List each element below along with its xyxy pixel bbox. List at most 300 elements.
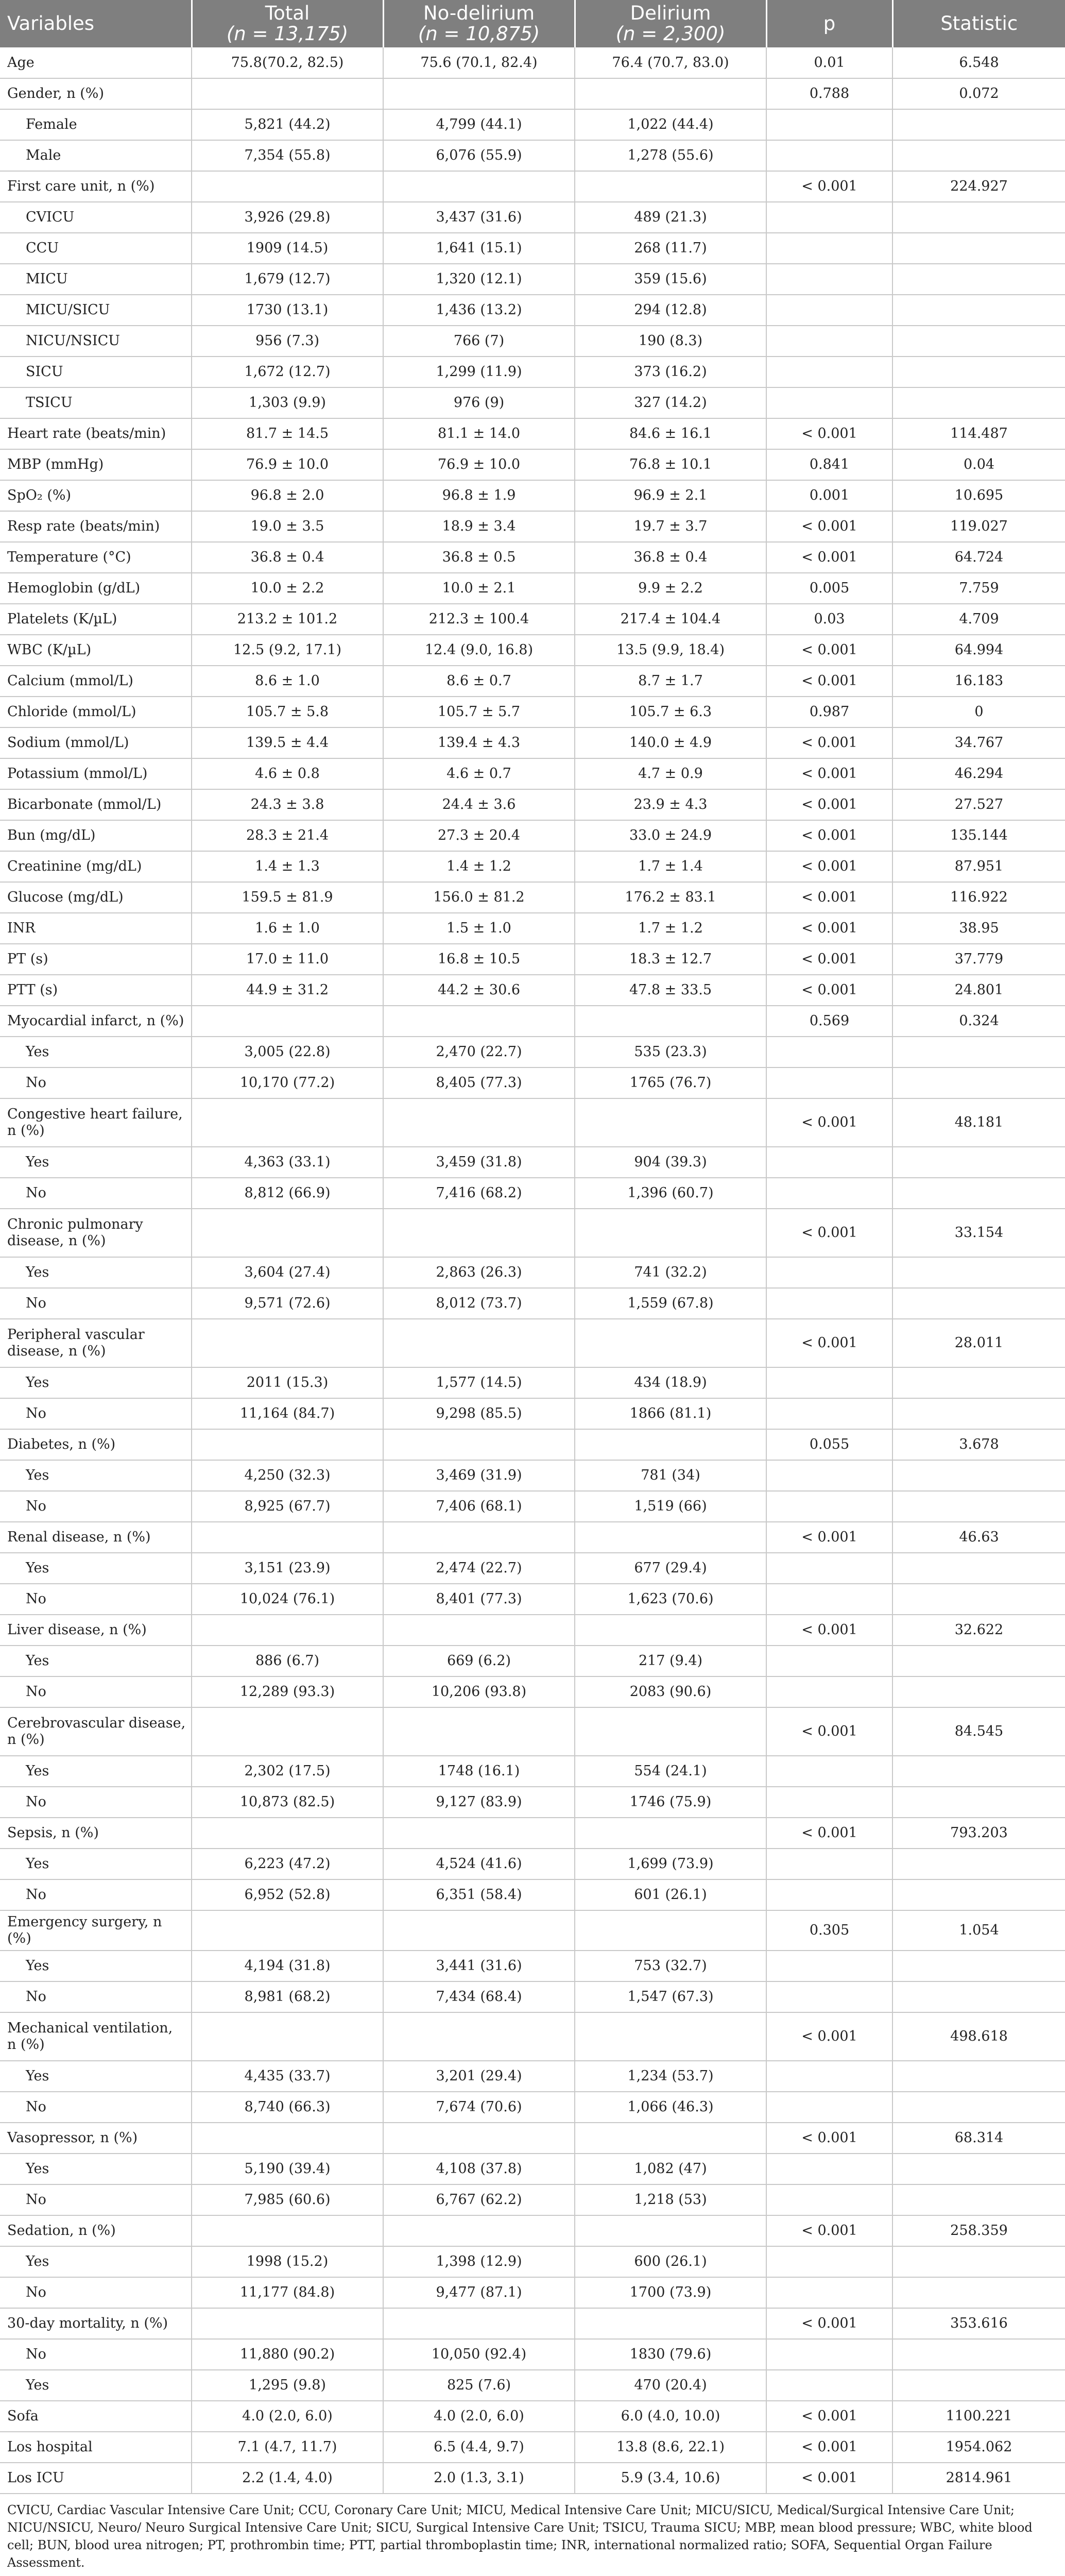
variable-cell: No	[0, 2184, 192, 2215]
delirium-cell	[575, 1707, 766, 1756]
no-delirium-cell	[383, 1707, 575, 1756]
no-delirium-cell	[383, 2215, 575, 2246]
no-delirium-cell: 24.4 ± 3.6	[383, 789, 575, 820]
delirium-cell	[575, 1615, 766, 1646]
variable-cell: CCU	[0, 233, 192, 264]
no-delirium-cell: 44.2 ± 30.6	[383, 975, 575, 1006]
delirium-cell	[575, 1006, 766, 1037]
table-row	[0, 1818, 1065, 1849]
table-row	[0, 1147, 1065, 1178]
no-delirium-cell	[383, 1098, 575, 1147]
variable-cell: PTT (s)	[0, 975, 192, 1006]
total-cell	[192, 1818, 383, 1849]
statistic-cell: 27.527	[892, 789, 1065, 820]
delirium-cell: 76.8 ± 10.1	[575, 449, 766, 480]
no-delirium-cell: 9,477 (87.1)	[383, 2277, 575, 2308]
no-delirium-cell: 3,437 (31.6)	[383, 202, 575, 233]
total-cell: 2,302 (17.5)	[192, 1756, 383, 1787]
no-delirium-cell	[383, 1429, 575, 1460]
delirium-cell: 19.7 ± 3.7	[575, 511, 766, 542]
statistic-cell: 258.359	[892, 2215, 1065, 2246]
no-delirium-cell: 7,434 (68.4)	[383, 1981, 575, 2012]
no-delirium-cell: 1,320 (12.1)	[383, 264, 575, 295]
total-cell: 4,363 (33.1)	[192, 1147, 383, 1178]
table-row	[0, 1288, 1065, 1319]
variable-cell: MICU	[0, 264, 192, 295]
statistic-cell	[892, 1553, 1065, 1584]
total-cell: 139.5 ± 4.4	[192, 727, 383, 758]
statistic-cell	[892, 295, 1065, 326]
header-no-delirium-label: No-delirium	[423, 2, 535, 24]
table-row	[0, 2401, 1065, 2432]
no-delirium-cell	[383, 1209, 575, 1257]
delirium-cell: 6.0 (4.0, 10.0)	[575, 2401, 766, 2432]
variable-cell: No	[0, 1584, 192, 1615]
table-row	[0, 789, 1065, 820]
variable-cell: Yes	[0, 1037, 192, 1067]
p-value-cell	[766, 1849, 892, 1879]
table-row	[0, 295, 1065, 326]
p-value-cell	[766, 2154, 892, 2184]
table-row	[0, 2277, 1065, 2308]
delirium-cell: 268 (11.7)	[575, 233, 766, 264]
variable-cell: Diabetes, n (%)	[0, 1429, 192, 1460]
no-delirium-cell	[383, 1615, 575, 1646]
table-row	[0, 944, 1065, 975]
statistic-cell: 793.203	[892, 1818, 1065, 1849]
variable-cell: Male	[0, 140, 192, 171]
p-value-cell	[766, 1037, 892, 1067]
statistic-cell: 4.709	[892, 604, 1065, 635]
p-value-cell	[766, 264, 892, 295]
total-cell: 96.8 ± 2.0	[192, 480, 383, 511]
total-cell	[192, 1098, 383, 1147]
statistic-cell: 46.63	[892, 1522, 1065, 1553]
total-cell: 1,295 (9.8)	[192, 2370, 383, 2401]
table-row	[0, 1178, 1065, 1209]
variable-cell: MBP (mmHg)	[0, 449, 192, 480]
no-delirium-cell: 3,459 (31.8)	[383, 1147, 575, 1178]
variable-cell: No	[0, 1981, 192, 2012]
p-value-cell: < 0.001	[766, 511, 892, 542]
variable-cell: Glucose (mg/dL)	[0, 882, 192, 913]
table-row	[0, 604, 1065, 635]
delirium-cell: 5.9 (3.4, 10.6)	[575, 2463, 766, 2494]
total-cell	[192, 78, 383, 109]
table-row	[0, 666, 1065, 697]
p-value-cell: < 0.001	[766, 2012, 892, 2061]
table-row	[0, 2432, 1065, 2463]
no-delirium-cell: 6,076 (55.9)	[383, 140, 575, 171]
statistic-cell	[892, 1460, 1065, 1491]
variable-cell: SICU	[0, 357, 192, 387]
no-delirium-cell	[383, 1006, 575, 1037]
p-value-cell: < 0.001	[766, 171, 892, 202]
statistic-cell	[892, 2370, 1065, 2401]
statistic-cell	[892, 1584, 1065, 1615]
total-cell	[192, 2123, 383, 2154]
table-row	[0, 2154, 1065, 2184]
statistic-cell: 119.027	[892, 511, 1065, 542]
variable-cell: Yes	[0, 1849, 192, 1879]
delirium-cell: 36.8 ± 0.4	[575, 542, 766, 573]
no-delirium-cell: 1.4 ± 1.2	[383, 851, 575, 882]
p-value-cell: 0.055	[766, 1429, 892, 1460]
p-value-cell: < 0.001	[766, 944, 892, 975]
table-row	[0, 1398, 1065, 1429]
variable-cell: Yes	[0, 1460, 192, 1491]
table-row	[0, 1491, 1065, 1522]
total-cell: 44.9 ± 31.2	[192, 975, 383, 1006]
delirium-cell: 781 (34)	[575, 1460, 766, 1491]
total-cell: 19.0 ± 3.5	[192, 511, 383, 542]
p-value-cell	[766, 233, 892, 264]
statistic-cell	[892, 233, 1065, 264]
total-cell: 10,024 (76.1)	[192, 1584, 383, 1615]
no-delirium-cell: 75.6 (70.1, 82.4)	[383, 47, 575, 78]
no-delirium-cell: 10.0 ± 2.1	[383, 573, 575, 604]
statistic-cell: 38.95	[892, 913, 1065, 944]
table-row	[0, 2184, 1065, 2215]
no-delirium-cell	[383, 1910, 575, 1951]
p-value-cell	[766, 109, 892, 140]
no-delirium-cell: 81.1 ± 14.0	[383, 418, 575, 449]
variable-cell: Yes	[0, 1553, 192, 1584]
p-value-cell	[766, 1398, 892, 1429]
statistic-cell: 498.618	[892, 2012, 1065, 2061]
statistic-cell: 1.054	[892, 1910, 1065, 1951]
table-row	[0, 1553, 1065, 1584]
p-value-cell	[766, 2246, 892, 2277]
table-row	[0, 851, 1065, 882]
no-delirium-cell: 96.8 ± 1.9	[383, 480, 575, 511]
delirium-cell: 373 (16.2)	[575, 357, 766, 387]
p-value-cell: 0.788	[766, 78, 892, 109]
variable-cell: Yes	[0, 1257, 192, 1288]
p-value-cell: < 0.001	[766, 851, 892, 882]
no-delirium-cell: 7,674 (70.6)	[383, 2092, 575, 2123]
variable-cell: Bun (mg/dL)	[0, 820, 192, 851]
variable-cell: No	[0, 1787, 192, 1818]
no-delirium-cell: 10,206 (93.8)	[383, 1676, 575, 1707]
p-value-cell	[766, 1676, 892, 1707]
header-statistic: Statistic	[892, 0, 1065, 47]
statistic-cell: 0.04	[892, 449, 1065, 480]
statistic-cell	[892, 1147, 1065, 1178]
delirium-cell	[575, 2308, 766, 2339]
variable-cell: No	[0, 1178, 192, 1209]
no-delirium-cell: 10,050 (92.4)	[383, 2339, 575, 2370]
total-cell: 105.7 ± 5.8	[192, 697, 383, 727]
total-cell: 5,190 (39.4)	[192, 2154, 383, 2184]
p-value-cell	[766, 2092, 892, 2123]
total-cell: 1909 (14.5)	[192, 233, 383, 264]
table-row	[0, 480, 1065, 511]
statistic-cell: 24.801	[892, 975, 1065, 1006]
variable-cell: Emergency surgery, n (%)	[0, 1910, 192, 1951]
delirium-cell	[575, 2012, 766, 2061]
statistic-cell: 0.324	[892, 1006, 1065, 1037]
variable-cell: Age	[0, 47, 192, 78]
variable-cell: Yes	[0, 1646, 192, 1676]
p-value-cell: < 0.001	[766, 2308, 892, 2339]
total-cell: 17.0 ± 11.0	[192, 944, 383, 975]
delirium-cell: 601 (26.1)	[575, 1879, 766, 1910]
no-delirium-cell: 1,299 (11.9)	[383, 357, 575, 387]
statistic-cell	[892, 1849, 1065, 1879]
variable-cell: MICU/SICU	[0, 295, 192, 326]
delirium-cell: 1,519 (66)	[575, 1491, 766, 1522]
variable-cell: No	[0, 2339, 192, 2370]
statistic-cell: 37.779	[892, 944, 1065, 975]
p-value-cell	[766, 1257, 892, 1288]
statistic-cell: 16.183	[892, 666, 1065, 697]
header-total-n: (n = 13,175)	[226, 23, 349, 45]
table-row	[0, 2463, 1065, 2494]
p-value-cell: < 0.001	[766, 418, 892, 449]
statistic-cell: 33.154	[892, 1209, 1065, 1257]
p-value-cell: < 0.001	[766, 1098, 892, 1147]
statistic-cell	[892, 264, 1065, 295]
no-delirium-cell: 9,298 (85.5)	[383, 1398, 575, 1429]
variable-cell: Resp rate (beats/min)	[0, 511, 192, 542]
p-value-cell: < 0.001	[766, 542, 892, 573]
delirium-cell: 359 (15.6)	[575, 264, 766, 295]
no-delirium-cell: 3,201 (29.4)	[383, 2061, 575, 2092]
delirium-cell: 1,278 (55.6)	[575, 140, 766, 171]
no-delirium-cell: 105.7 ± 5.7	[383, 697, 575, 727]
total-cell: 9,571 (72.6)	[192, 1288, 383, 1319]
variable-cell: INR	[0, 913, 192, 944]
statistic-cell	[892, 1491, 1065, 1522]
p-value-cell: < 0.001	[766, 975, 892, 1006]
no-delirium-cell	[383, 171, 575, 202]
no-delirium-cell: 6.5 (4.4, 9.7)	[383, 2432, 575, 2463]
table-row	[0, 2308, 1065, 2339]
statistic-cell	[892, 357, 1065, 387]
total-cell: 7.1 (4.7, 11.7)	[192, 2432, 383, 2463]
no-delirium-cell: 4.6 ± 0.7	[383, 758, 575, 789]
delirium-cell: 1866 (81.1)	[575, 1398, 766, 1429]
table-row	[0, 511, 1065, 542]
total-cell: 10,873 (82.5)	[192, 1787, 383, 1818]
delirium-cell: 105.7 ± 6.3	[575, 697, 766, 727]
delirium-cell: 489 (21.3)	[575, 202, 766, 233]
delirium-cell: 1746 (75.9)	[575, 1787, 766, 1818]
table-row	[0, 233, 1065, 264]
delirium-cell	[575, 2123, 766, 2154]
table-row	[0, 635, 1065, 666]
variable-cell: Bicarbonate (mmol/L)	[0, 789, 192, 820]
statistic-cell: 2814.961	[892, 2463, 1065, 2494]
variable-cell: Liver disease, n (%)	[0, 1615, 192, 1646]
table-row	[0, 264, 1065, 295]
table-row	[0, 1006, 1065, 1037]
variable-cell: Yes	[0, 1147, 192, 1178]
p-value-cell	[766, 326, 892, 357]
statistic-cell	[892, 1787, 1065, 1818]
statistic-cell: 0.072	[892, 78, 1065, 109]
table-row	[0, 140, 1065, 171]
variable-cell: SpO₂ (%)	[0, 480, 192, 511]
no-delirium-cell: 3,469 (31.9)	[383, 1460, 575, 1491]
delirium-cell: 1,082 (47)	[575, 2154, 766, 2184]
delirium-cell: 84.6 ± 16.1	[575, 418, 766, 449]
total-cell: 81.7 ± 14.5	[192, 418, 383, 449]
variable-cell: PT (s)	[0, 944, 192, 975]
variable-cell: Los ICU	[0, 2463, 192, 2494]
delirium-cell: 1700 (73.9)	[575, 2277, 766, 2308]
p-value-cell	[766, 387, 892, 418]
variable-cell: NICU/NSICU	[0, 326, 192, 357]
total-cell	[192, 1209, 383, 1257]
no-delirium-cell: 4,799 (44.1)	[383, 109, 575, 140]
table-row	[0, 2012, 1065, 2061]
delirium-cell	[575, 1910, 766, 1951]
table-row	[0, 387, 1065, 418]
statistic-cell: 10.695	[892, 480, 1065, 511]
total-cell: 886 (6.7)	[192, 1646, 383, 1676]
no-delirium-cell	[383, 78, 575, 109]
p-value-cell: 0.987	[766, 697, 892, 727]
p-value-cell: < 0.001	[766, 1209, 892, 1257]
total-cell: 8.6 ± 1.0	[192, 666, 383, 697]
no-delirium-cell: 1,641 (15.1)	[383, 233, 575, 264]
no-delirium-cell: 12.4 (9.0, 16.8)	[383, 635, 575, 666]
delirium-cell: 753 (32.7)	[575, 1951, 766, 1981]
total-cell: 1730 (13.1)	[192, 295, 383, 326]
table-row	[0, 882, 1065, 913]
total-cell	[192, 1910, 383, 1951]
statistic-cell: 6.548	[892, 47, 1065, 78]
header-no-delirium	[383, 0, 575, 47]
total-cell: 4,250 (32.3)	[192, 1460, 383, 1491]
table-row	[0, 2370, 1065, 2401]
header-delirium-n: (n = 2,300)	[615, 23, 726, 45]
delirium-cell: 47.8 ± 33.5	[575, 975, 766, 1006]
statistic-cell	[892, 1981, 1065, 2012]
delirium-cell: 1830 (79.6)	[575, 2339, 766, 2370]
delirium-cell: 1,218 (53)	[575, 2184, 766, 2215]
total-cell: 36.8 ± 0.4	[192, 542, 383, 573]
table-body	[0, 47, 1065, 2494]
p-value-cell: < 0.001	[766, 2432, 892, 2463]
no-delirium-cell: 6,351 (58.4)	[383, 1879, 575, 1910]
p-value-cell	[766, 357, 892, 387]
statistic-cell	[892, 2339, 1065, 2370]
p-value-cell: < 0.001	[766, 2401, 892, 2432]
p-value-cell	[766, 1067, 892, 1098]
variable-cell: No	[0, 1067, 192, 1098]
table-row	[0, 913, 1065, 944]
total-cell: 8,812 (66.9)	[192, 1178, 383, 1209]
total-cell: 8,925 (67.7)	[192, 1491, 383, 1522]
statistic-cell: 34.767	[892, 727, 1065, 758]
total-cell: 4.0 (2.0, 6.0)	[192, 2401, 383, 2432]
table-row	[0, 1037, 1065, 1067]
delirium-cell: 1,234 (53.7)	[575, 2061, 766, 2092]
total-cell: 3,151 (23.9)	[192, 1553, 383, 1584]
no-delirium-cell: 1,436 (13.2)	[383, 295, 575, 326]
variable-cell: Sepsis, n (%)	[0, 1818, 192, 1849]
total-cell: 2011 (15.3)	[192, 1367, 383, 1398]
variable-cell: Platelets (K/µL)	[0, 604, 192, 635]
p-value-cell: < 0.001	[766, 758, 892, 789]
no-delirium-cell: 1,398 (12.9)	[383, 2246, 575, 2277]
total-cell: 5,821 (44.2)	[192, 109, 383, 140]
total-cell: 1.4 ± 1.3	[192, 851, 383, 882]
p-value-cell: 0.569	[766, 1006, 892, 1037]
p-value-cell	[766, 140, 892, 171]
delirium-cell: 1,547 (67.3)	[575, 1981, 766, 2012]
delirium-cell: 1765 (76.7)	[575, 1067, 766, 1098]
delirium-cell: 327 (14.2)	[575, 387, 766, 418]
table-row	[0, 1584, 1065, 1615]
delirium-cell: 1,396 (60.7)	[575, 1178, 766, 1209]
table-row	[0, 202, 1065, 233]
no-delirium-cell: 212.3 ± 100.4	[383, 604, 575, 635]
table-row	[0, 2092, 1065, 2123]
variable-cell: No	[0, 1288, 192, 1319]
header-total-label: Total	[265, 2, 310, 24]
total-cell: 4,435 (33.7)	[192, 2061, 383, 2092]
variable-cell: Hemoglobin (g/dL)	[0, 573, 192, 604]
statistic-cell	[892, 387, 1065, 418]
p-value-cell: 0.01	[766, 47, 892, 78]
delirium-cell: 470 (20.4)	[575, 2370, 766, 2401]
delirium-cell	[575, 1319, 766, 1367]
table-row	[0, 1756, 1065, 1787]
table-row	[0, 2215, 1065, 2246]
variable-cell: Chronic pulmonary disease, n (%)	[0, 1209, 192, 1257]
variable-cell: Yes	[0, 1756, 192, 1787]
delirium-cell: 904 (39.3)	[575, 1147, 766, 1178]
no-delirium-cell: 669 (6.2)	[383, 1646, 575, 1676]
variable-cell: Yes	[0, 2370, 192, 2401]
variable-cell: Sodium (mmol/L)	[0, 727, 192, 758]
table-row	[0, 357, 1065, 387]
statistic-cell: 224.927	[892, 171, 1065, 202]
delirium-cell: 9.9 ± 2.2	[575, 573, 766, 604]
delirium-cell: 190 (8.3)	[575, 326, 766, 357]
p-value-cell	[766, 2277, 892, 2308]
variable-cell: Heart rate (beats/min)	[0, 418, 192, 449]
no-delirium-cell: 7,406 (68.1)	[383, 1491, 575, 1522]
total-cell	[192, 2012, 383, 2061]
statistic-cell	[892, 2154, 1065, 2184]
p-value-cell	[766, 1147, 892, 1178]
p-value-cell	[766, 1288, 892, 1319]
p-value-cell	[766, 2184, 892, 2215]
table-row	[0, 2339, 1065, 2370]
total-cell: 3,604 (27.4)	[192, 1257, 383, 1288]
table-row	[0, 1910, 1065, 1951]
total-cell	[192, 2215, 383, 2246]
header-delirium	[575, 0, 766, 47]
statistic-cell: 48.181	[892, 1098, 1065, 1147]
delirium-cell: 33.0 ± 24.9	[575, 820, 766, 851]
table-row	[0, 1067, 1065, 1098]
no-delirium-cell: 3,441 (31.6)	[383, 1951, 575, 1981]
no-delirium-cell: 8,401 (77.3)	[383, 1584, 575, 1615]
no-delirium-cell: 766 (7)	[383, 326, 575, 357]
delirium-cell: 677 (29.4)	[575, 1553, 766, 1584]
p-value-cell	[766, 2370, 892, 2401]
table-row	[0, 1429, 1065, 1460]
p-value-cell: 0.03	[766, 604, 892, 635]
variable-cell: No	[0, 2277, 192, 2308]
statistic-cell	[892, 1288, 1065, 1319]
